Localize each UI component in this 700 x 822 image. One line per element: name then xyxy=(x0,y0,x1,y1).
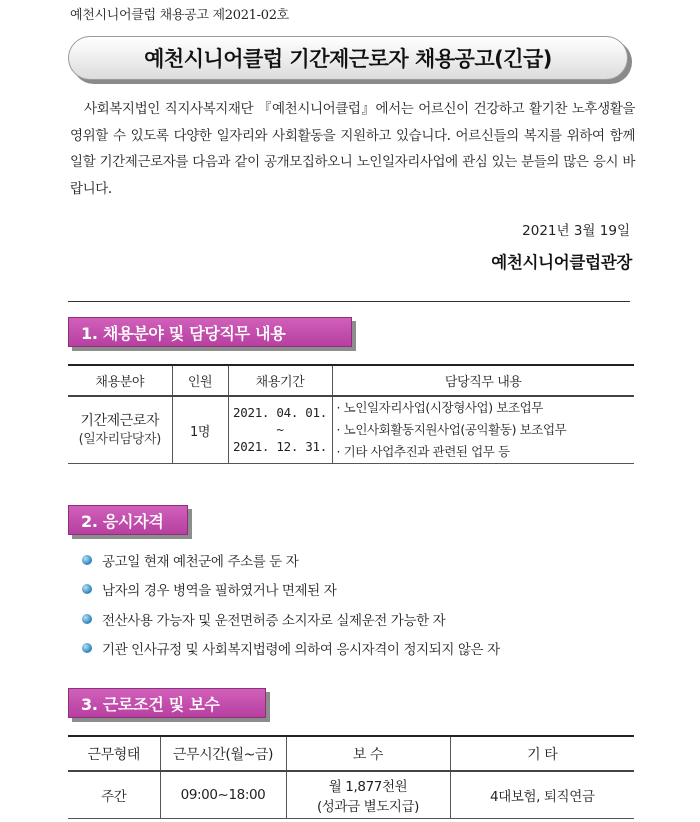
pay-main: 월 1,877천원 xyxy=(328,779,408,795)
list-item xyxy=(78,634,638,664)
pay-cell xyxy=(286,771,450,819)
duty-item: · 기타 사업추진과 관련된 업무 등 xyxy=(336,444,510,459)
divider-line xyxy=(68,301,630,302)
category-cell xyxy=(68,396,172,464)
other-cell: 4대보험, 퇴직연금 xyxy=(450,771,634,819)
page-title: 예천시니어클럽 기간제근로자 채용공고(긴급) xyxy=(68,36,628,80)
header-duties: 담당직무 내용 xyxy=(332,365,634,396)
period-cell xyxy=(228,396,332,464)
duty-item: · 노인사회활동지원사업(공익활동) 보조업무 xyxy=(336,422,567,437)
header-count: 인원 xyxy=(172,365,228,396)
bullet-icon xyxy=(82,555,92,565)
period-end: 2021. 12. 31. xyxy=(233,439,327,454)
qualification-text: 전산사용 가능자 및 운전면허증 소지자로 실제운전 가능한 자 xyxy=(102,612,446,629)
bullet-icon xyxy=(82,584,92,594)
duty-item: · 노인일자리사업(시장형사업) 보조업무 xyxy=(336,400,543,415)
header-work-type: 근무형태 xyxy=(68,736,160,771)
bullet-icon xyxy=(82,614,92,624)
list-item xyxy=(78,545,638,575)
table-row xyxy=(68,396,634,464)
issuer-name: 예천시니어클럽관장 xyxy=(491,253,632,272)
pay-sub: (성과금 별도지급) xyxy=(316,799,420,815)
header-period: 채용기간 xyxy=(228,365,332,396)
header-category: 채용분야 xyxy=(68,365,172,396)
recruitment-table xyxy=(68,364,634,464)
period-separator: ~ xyxy=(276,422,284,437)
period-start: 2021. 04. 01. xyxy=(233,405,327,420)
header-work-hours: 근무시간(월~금) xyxy=(160,736,286,771)
section-1-title: 1. 채용분야 및 담당직무 내용 xyxy=(68,317,352,347)
table-header-row xyxy=(68,365,634,396)
header-pay: 보 수 xyxy=(286,736,450,771)
title-banner xyxy=(68,36,628,80)
intro-paragraph xyxy=(70,96,635,202)
work-hours-cell: 09:00~18:00 xyxy=(160,771,286,819)
category-sub: (일자리담당자) xyxy=(78,432,161,447)
header-other: 기 타 xyxy=(450,736,634,771)
qualification-text: 기관 인사규정 및 사회복지법령에 의하여 응시자격이 정지되지 않은 자 xyxy=(102,642,500,659)
list-item xyxy=(78,604,638,634)
work-type-cell: 주간 xyxy=(68,771,160,819)
section-2-title: 2. 응시자격 xyxy=(68,505,188,535)
list-item xyxy=(78,575,638,605)
working-conditions-table xyxy=(68,735,634,819)
announcement-date: 2021년 3월 19일 xyxy=(522,223,630,239)
bullet-icon xyxy=(82,643,92,653)
section-3-title: 3. 근로조건 및 보수 xyxy=(68,688,266,718)
table-header-row xyxy=(68,736,634,771)
intro-text: 사회복지법인 직지사복지재단 『예천시니어클럽』에서는 어르신이 건강하고 활기찬 노후생활을 영위할 수 있도록 다양한 일자리와 사회활동을 지원하고 있습니다. 어르신들의 복지를 위하여 함께 일할 기간제근로자를 다음과 같이 공개모집하오니 노인일자리사업에 관심 있는 분들의 많은 응시 바랍니다. xyxy=(70,101,635,197)
count-cell: 1명 xyxy=(172,396,228,464)
table-row xyxy=(68,771,634,819)
qualification-list xyxy=(78,545,638,663)
qualification-text: 남자의 경우 병역을 필하였거나 면제된 자 xyxy=(102,583,337,600)
qualification-text: 공고일 현재 예천군에 주소를 둔 자 xyxy=(102,553,299,570)
section-2-heading xyxy=(68,505,188,535)
section-3-heading xyxy=(68,688,266,718)
document-number: 예천시니어클럽 채용공고 제2021-02호 xyxy=(70,8,289,23)
section-1-heading xyxy=(68,317,352,347)
duties-cell xyxy=(332,396,634,464)
category-main: 기간제근로자 xyxy=(80,413,160,429)
